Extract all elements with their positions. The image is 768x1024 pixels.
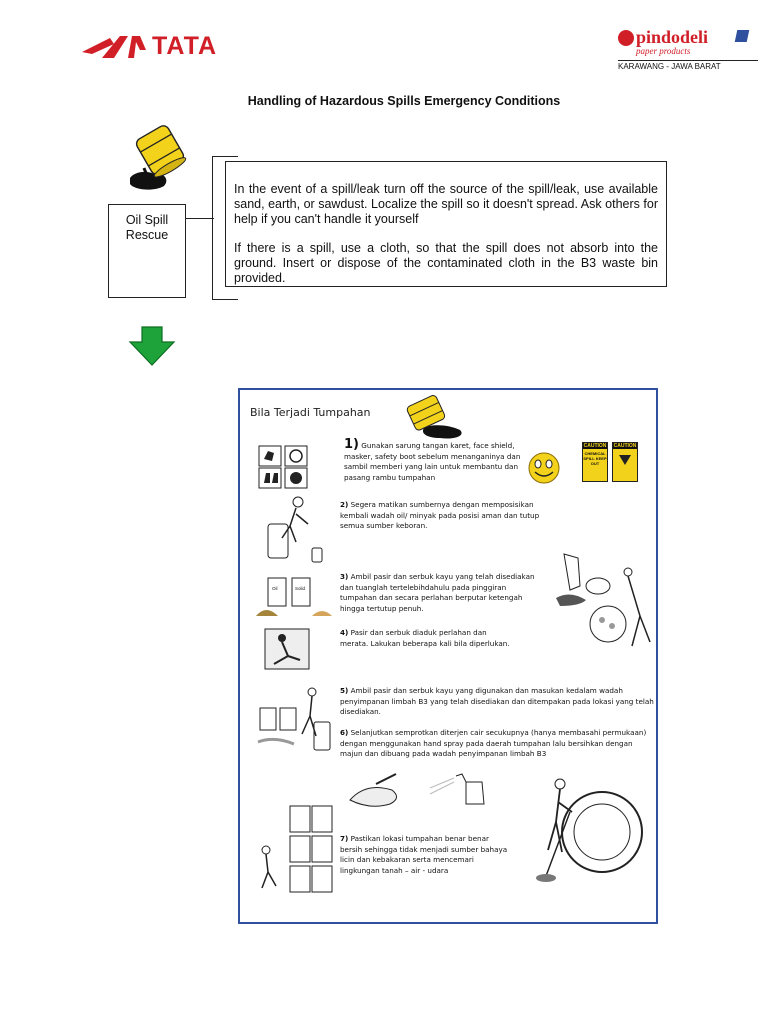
bin-label-solid: Solid	[295, 586, 306, 591]
poster-title: Bila Terjadi Tumpahan	[250, 406, 371, 419]
oil-spill-rescue-label: Oil Spill Rescue	[125, 213, 169, 242]
step-1: 1) Gunakan sarung tangan karet, face shield, masker, safety boot sebelum menanganinya dan sambil memberi yang lain untuk membantu dan pasang rambu tumpahan	[344, 437, 521, 482]
step-5: 5) Ambil pasir dan serbuk kayu yang digunakan dan masukan kedalam wadah penyimpanan limbah B3 yang telah disediakan dan ditempakan pada lokasi yang telah disediakan.	[340, 686, 654, 716]
sweeping-sand-illustration	[550, 546, 656, 656]
step-7: 7) Pastikan lokasi tumpahan benar benar bersih sehingga tidak menjadi sumber bahaya licin dan kebakaran serta mencemari lingkungan tanah – air - udara	[340, 834, 508, 875]
step-4: 4) Pasir dan serbuk diaduk perlahan dan merata. Lakukan beberapa kali bila diperlukan.	[340, 628, 510, 648]
caution-sign-right: CAUTION	[612, 442, 638, 482]
stirring-illustration	[264, 628, 310, 670]
instruction-paragraph-2: If there is a spill, use a cloth, so that the spill does not absorb into the ground. Insert or dispose of the contaminated cloth in the B3 waste bin provided.	[234, 241, 658, 285]
poster-barrel-icon	[400, 392, 472, 442]
pindodeli-logo-subtitle: paper products	[636, 46, 691, 56]
worker-barrel-illustration	[260, 494, 330, 564]
tata-logo-text: TATA	[152, 32, 218, 60]
worker-sweeping-illustration	[532, 772, 656, 888]
instructions-box	[225, 161, 667, 287]
connector-line	[186, 218, 214, 219]
oil-barrel-spill-icon	[124, 124, 190, 194]
ppe-icons	[258, 445, 310, 489]
oil-spill-rescue-box	[108, 204, 186, 298]
disposal-illustration	[254, 686, 334, 752]
page-title: Handling of Hazardous Spills Emergency Conditions	[247, 94, 561, 108]
hand-spray-illustration	[426, 768, 496, 808]
pindodeli-location: KARAWANG - JAWA BARAT	[618, 60, 758, 71]
bin-label-oil: Oil	[272, 586, 278, 591]
pindodeli-emblem-icon	[735, 30, 750, 42]
wiping-cloth-illustration	[346, 770, 406, 810]
step-6: 6) Selanjutkan semprotkan diterjen cair secukupnya (hanya membasahi permukaan) dengan menggunakan hand spray pada daerah tumpahan lalu bersihkan dengan majun dan dibuang pada wadah penyimpanan limbah B3	[340, 728, 647, 758]
instruction-paragraph-1: In the event of a spill/leak turn off the source of the spill/leak, use available sand, earth, or sawdust. Localize the spill so it doesn't spread. Ask others for help if you can't handle it yourself	[234, 182, 658, 226]
pindodeli-logo-icon	[618, 30, 634, 46]
smiley-icon	[524, 450, 564, 486]
sand-sawdust-bins-illustration	[254, 576, 334, 620]
caution-sign-left: CAUTION CHEMICAL SPILL KEEP OUT	[582, 442, 608, 482]
spill-procedure-poster	[238, 388, 658, 924]
step-3: 3) Ambil pasir dan serbuk kayu yang telah disediakan dan tuanglah tertelebihdahulu pada pinggiran tumpahan dan secara perlahan berputar ketengah hingga tertutup penuh.	[340, 572, 535, 613]
pallet-barrels-illustration	[254, 802, 340, 898]
down-arrow-icon	[128, 326, 176, 366]
step-2: 2) Segera matikan sumbernya dengan memposisikan kembali wadah oil/ minyak pada posisi aman dan tutup semua sumber keboran.	[340, 500, 540, 530]
pindodeli-logo-name: pindodeli	[636, 27, 709, 47]
